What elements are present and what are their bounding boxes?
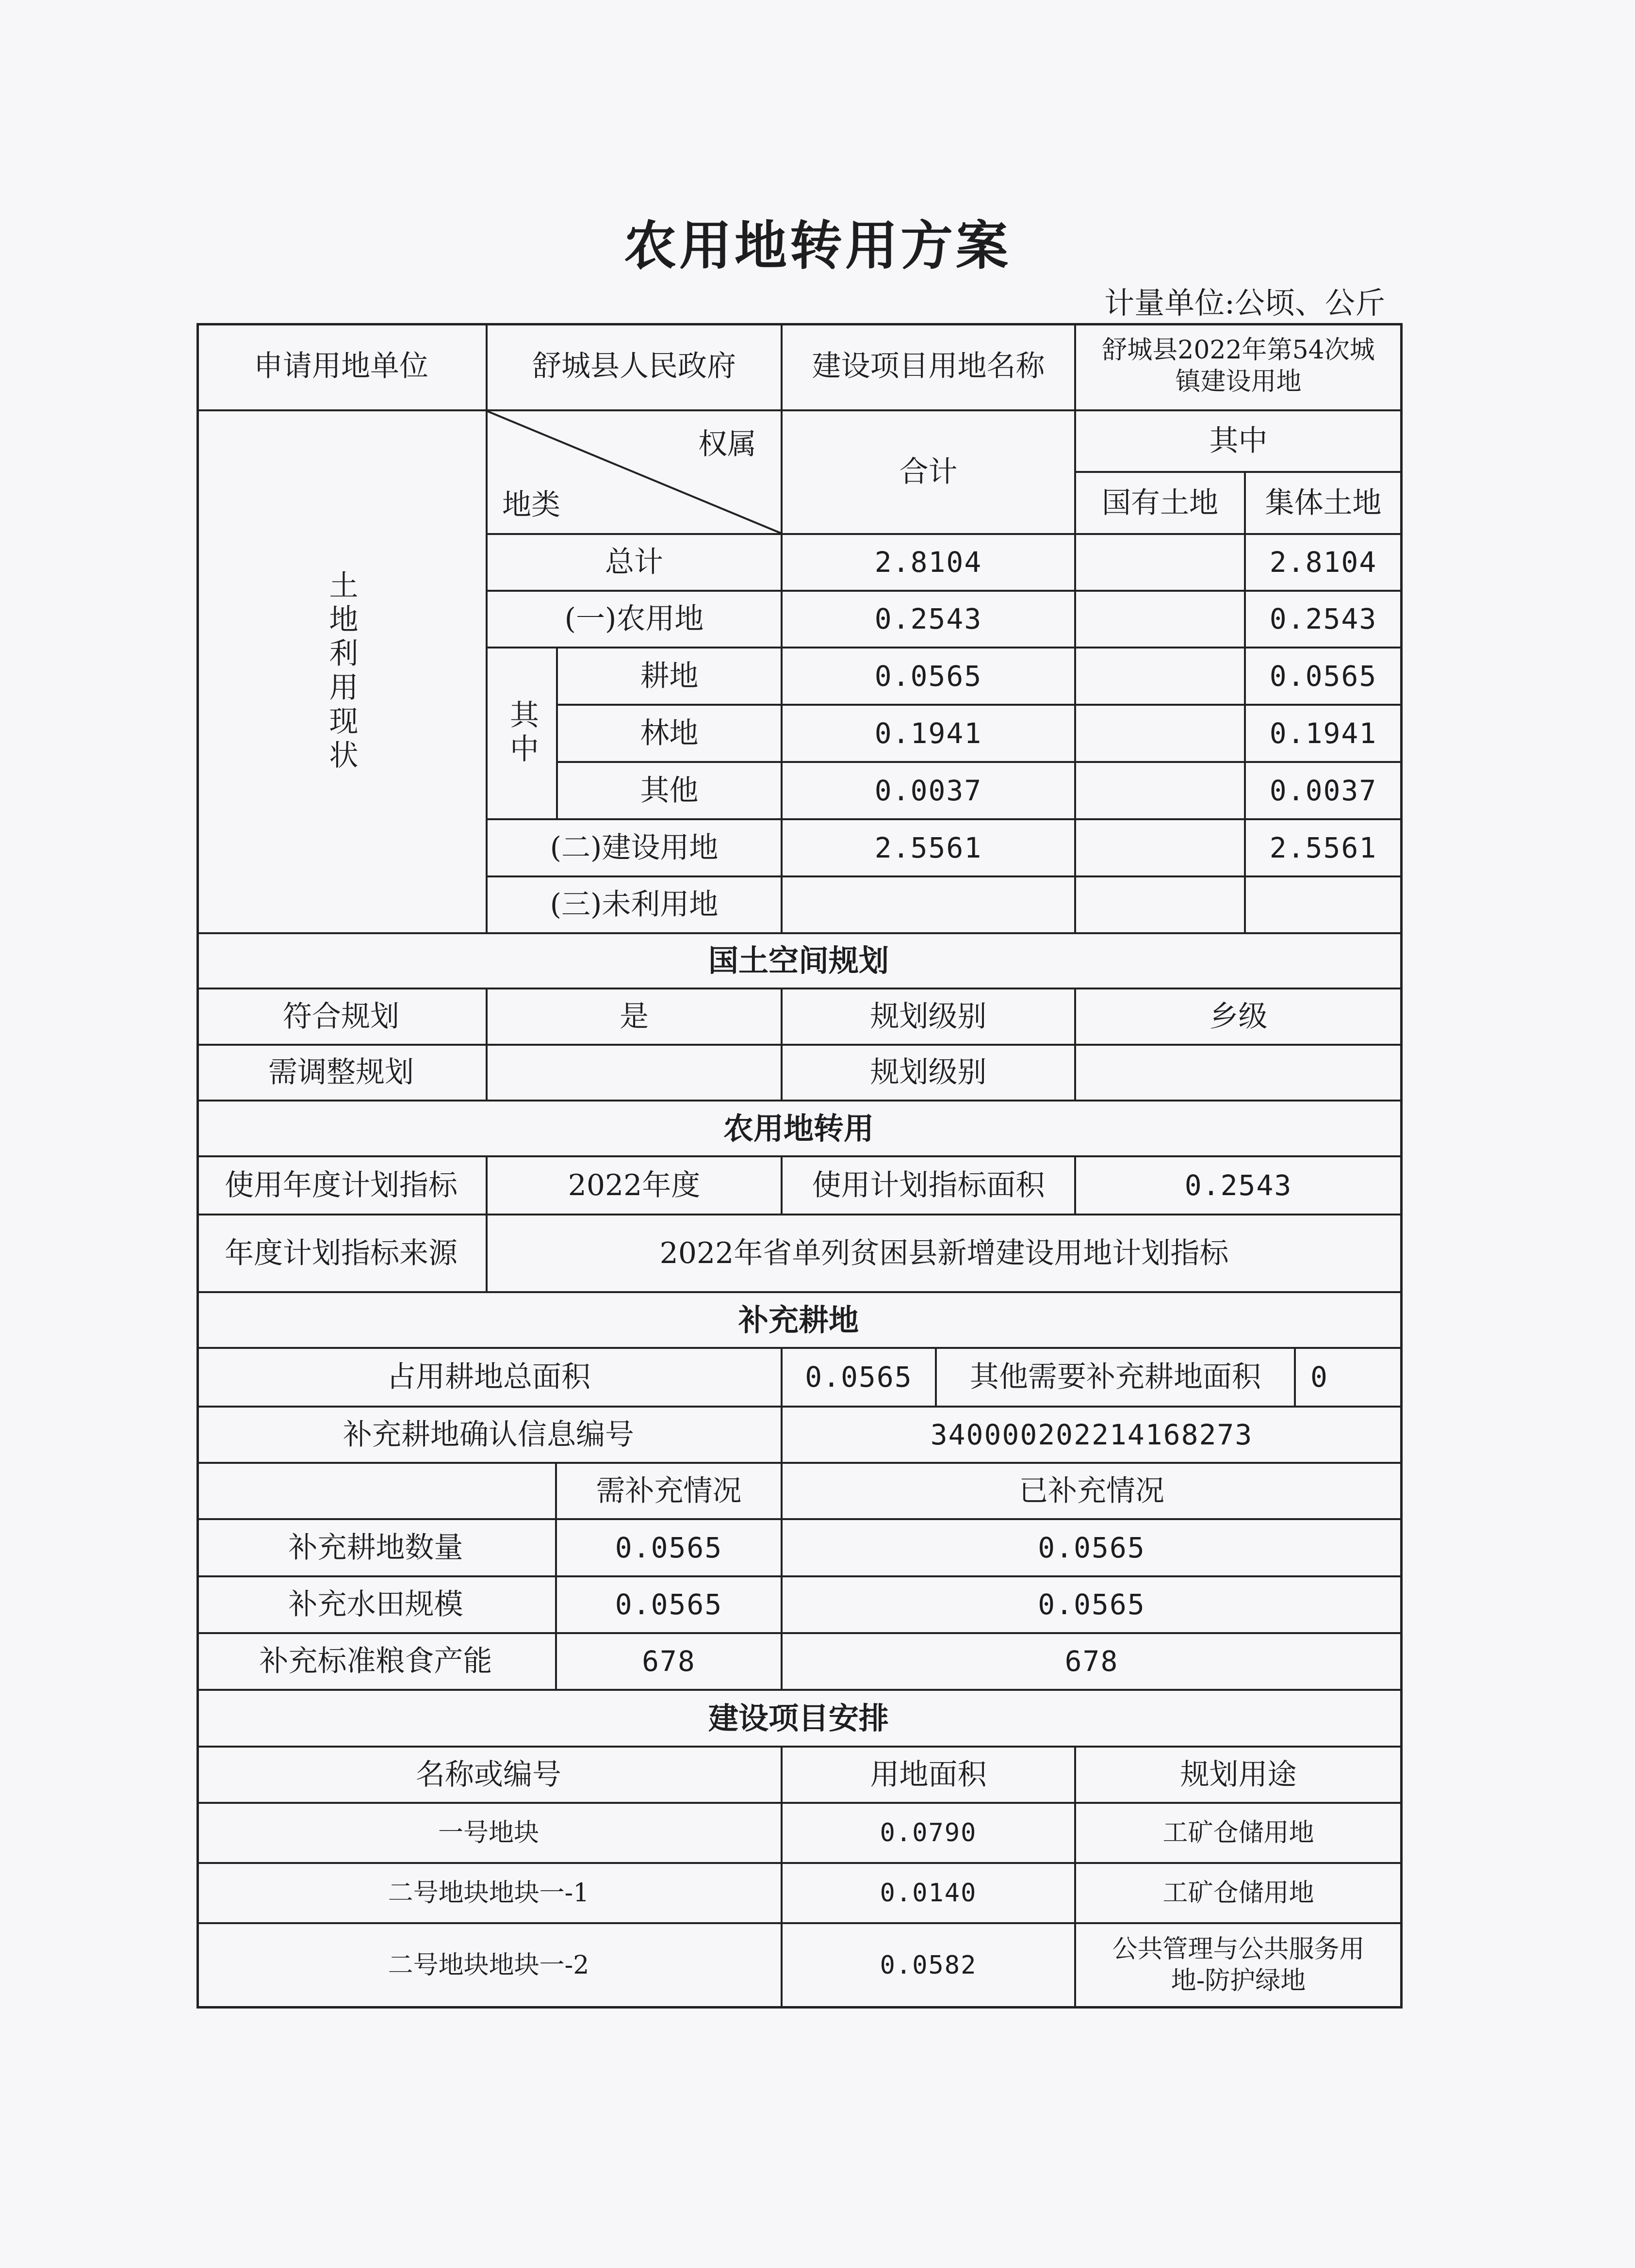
land-row-collective: 2.8104 xyxy=(1246,535,1403,592)
arrangement-row-name: 二号地块地块一-2 xyxy=(196,1924,783,2009)
other-supplement-value: 0 xyxy=(1296,1349,1403,1408)
collective-land-header: 集体土地 xyxy=(1246,473,1403,535)
land-row-label: 林地 xyxy=(558,706,783,763)
supplement-row-done: 0.0565 xyxy=(783,1520,1403,1577)
land-row-state xyxy=(1076,535,1246,592)
land-row-state xyxy=(1076,877,1246,934)
adjust-level-label: 规划级别 xyxy=(783,1046,1076,1102)
land-row-state xyxy=(1076,706,1246,763)
supplement-section-header: 补充耕地 xyxy=(196,1293,1403,1349)
land-row-collective: 0.0565 xyxy=(1246,648,1403,706)
arrangement-row-area: 0.0790 xyxy=(783,1804,1076,1864)
land-row-total: 0.1941 xyxy=(783,706,1076,763)
land-row-label: 耕地 xyxy=(558,648,783,706)
of-which-vertical-label: 其中 xyxy=(505,699,539,767)
land-row-collective: 0.2543 xyxy=(1246,592,1403,648)
supplement-row-done: 678 xyxy=(783,1634,1403,1691)
land-row-collective: 0.1941 xyxy=(1246,706,1403,763)
land-status-section xyxy=(196,411,488,934)
occupied-farmland-label: 占用耕地总面积 xyxy=(196,1349,783,1408)
done-column-header: 已补充情况 xyxy=(783,1464,1403,1520)
total-column-header: 合计 xyxy=(783,411,1076,535)
land-row-label: 其他 xyxy=(558,763,783,820)
arrangement-row-area: 0.0140 xyxy=(783,1864,1076,1924)
land-row-label: (一)农用地 xyxy=(488,592,783,648)
land-row-total: 0.0565 xyxy=(783,648,1076,706)
project-label: 建设项目用地名称 xyxy=(783,323,1076,411)
adjust-planning-label: 需调整规划 xyxy=(196,1046,488,1102)
land-row-collective: 2.5561 xyxy=(1246,820,1403,877)
land-row-label: (三)未利用地 xyxy=(488,877,783,934)
land-row-state xyxy=(1076,592,1246,648)
of-which-header: 其中 xyxy=(1076,411,1403,473)
other-supplement-label: 其他需要补充耕地面积 xyxy=(937,1349,1296,1408)
use-column-header: 规划用途 xyxy=(1076,1748,1403,1804)
land-status-label: 土地利用现状 xyxy=(324,570,359,774)
land-row-collective: 0.0037 xyxy=(1246,763,1403,820)
confirm-number-label: 补充耕地确认信息编号 xyxy=(196,1408,783,1464)
land-row-label: (二)建设用地 xyxy=(488,820,783,877)
land-row-total: 2.8104 xyxy=(783,535,1076,592)
measurement-unit: 计量单位:公顷、公斤 xyxy=(1104,285,1385,321)
planning-level-value: 乡级 xyxy=(1076,989,1403,1046)
applicant-label: 申请用地单位 xyxy=(196,323,488,411)
supplement-blank-header xyxy=(196,1464,557,1520)
annual-quota-value: 2022年度 xyxy=(488,1157,783,1215)
land-row-total: 2.5561 xyxy=(783,820,1076,877)
land-row-state xyxy=(1076,763,1246,820)
supplement-row-label: 补充水田规模 xyxy=(196,1577,557,1634)
supplement-row-label: 补充标准粮食产能 xyxy=(196,1634,557,1691)
land-row-collective xyxy=(1246,877,1403,934)
supplement-row-need: 0.0565 xyxy=(557,1520,783,1577)
land-row-label: 总计 xyxy=(488,535,783,592)
arrangement-row-use: 工矿仓储用地 xyxy=(1076,1864,1403,1924)
name-column-header: 名称或编号 xyxy=(196,1748,783,1804)
quota-source-label: 年度计划指标来源 xyxy=(196,1215,488,1293)
arrangement-row-name: 二号地块地块一-1 xyxy=(196,1864,783,1924)
conversion-section-header: 农用地转用 xyxy=(196,1102,1403,1157)
adjust-planning-value xyxy=(488,1046,783,1102)
quota-area-label: 使用计划指标面积 xyxy=(783,1157,1076,1215)
arrangement-row-use: 工矿仓储用地 xyxy=(1076,1804,1403,1864)
supplement-row-label: 补充耕地数量 xyxy=(196,1520,557,1577)
page-title: 农用地转用方案 xyxy=(623,215,1011,276)
land-row-total: 0.0037 xyxy=(783,763,1076,820)
arrangement-row-name: 一号地块 xyxy=(196,1804,783,1864)
conversion-table xyxy=(196,323,1403,2009)
annual-quota-label: 使用年度计划指标 xyxy=(196,1157,488,1215)
planning-section-header: 国土空间规划 xyxy=(196,934,1403,989)
conform-planning-label: 符合规划 xyxy=(196,989,488,1046)
quota-area-value: 0.2543 xyxy=(1076,1157,1403,1215)
state-land-header: 国有土地 xyxy=(1076,473,1246,535)
arrangement-section-header: 建设项目安排 xyxy=(196,1691,1403,1748)
need-column-header: 需补充情况 xyxy=(557,1464,783,1520)
diagonal-header-cell xyxy=(488,411,783,535)
land-row-state xyxy=(1076,820,1246,877)
of-which-vertical-cell xyxy=(488,648,558,820)
supplement-row-need: 0.0565 xyxy=(557,1577,783,1634)
supplement-row-need: 678 xyxy=(557,1634,783,1691)
land-row-total xyxy=(783,877,1076,934)
land-row-total: 0.2543 xyxy=(783,592,1076,648)
conform-planning-value: 是 xyxy=(488,989,783,1046)
supplement-row-done: 0.0565 xyxy=(783,1577,1403,1634)
area-column-header: 用地面积 xyxy=(783,1748,1076,1804)
ownership-label: 权属 xyxy=(698,427,756,461)
occupied-farmland-value: 0.0565 xyxy=(783,1349,937,1408)
confirm-number-value: 340000202214168273 xyxy=(783,1408,1403,1464)
applicant-value: 舒城县人民政府 xyxy=(488,323,783,411)
category-label: 地类 xyxy=(502,488,560,522)
arrangement-row-area: 0.0582 xyxy=(783,1924,1076,2009)
quota-source-value: 2022年省单列贫困县新增建设用地计划指标 xyxy=(488,1215,1403,1293)
project-value: 舒城县2022年第54次城镇建设用地 xyxy=(1076,323,1403,411)
planning-level-label: 规划级别 xyxy=(783,989,1076,1046)
arrangement-row-use: 公共管理与公共服务用地-防护绿地 xyxy=(1076,1924,1403,2009)
land-row-state xyxy=(1076,648,1246,706)
adjust-level-value xyxy=(1076,1046,1403,1102)
